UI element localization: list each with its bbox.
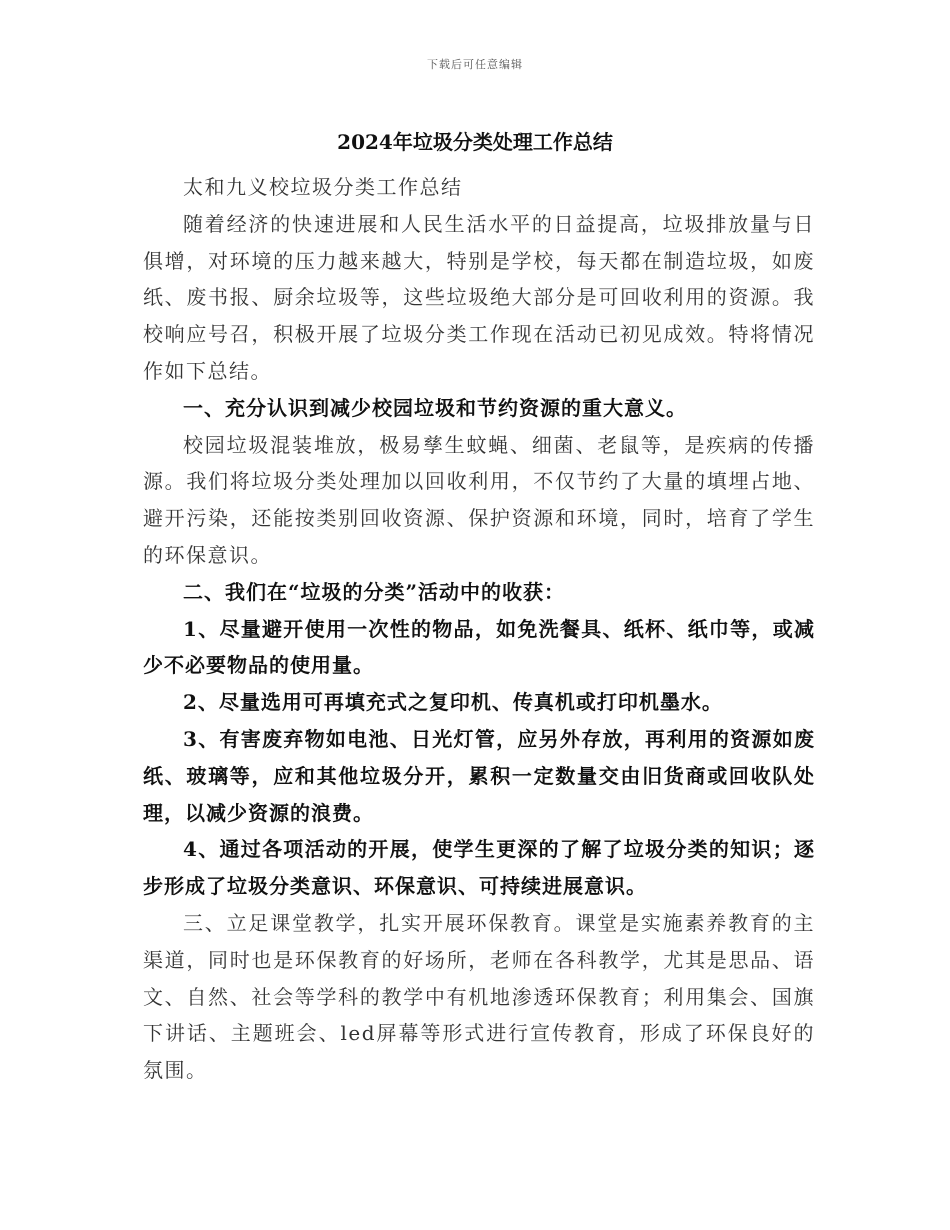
paragraph-section-3: 三、立足课堂教学，扎实开展环保教育。课堂是实施素养教育的主渠道，同时也是环保教育的好场所，老师在各科教学，尤其是思品、语文、自然、社会等学科的教学中有机地渗透环保教育；利用集会、国旗下讲话、主题班会、led屏幕等形式进行宣传教育，形成了环保良好的氛围。 — [143, 910, 815, 1083]
list-item-3: 3、有害废弃物如电池、日光灯管，应另外存放，再利用的资源如废纸、玻璃等，应和其他垃圾分开，累积一定数量交由旧货商或回收队处理，以减少资源的浪费。 — [143, 726, 815, 825]
document-title: 2024年垃圾分类处理工作总结 — [337, 130, 613, 154]
header-note: 下载后可任意编辑 — [427, 58, 523, 71]
section-heading-2: 二、我们在“垃圾的分类”活动中的收获： — [183, 579, 566, 604]
list-item-1: 1、尽量避开使用一次性的物品，如免洗餐具、纸杯、纸巾等，或减少不必要物品的使用量。 — [143, 616, 815, 678]
paragraph-intro: 随着经济的快速进展和人民生活水平的日益提高，垃圾排放量与日俱增，对环境的压力越来越大，特别是学校，每天都在制造垃圾，如废纸、废书报、厨余垃圾等，这些垃圾绝大部分是可回收利用的资源。我校响应号召，积极开展了垃圾分类工作现在活动已初见成效。特将情况作如下总结。 — [143, 211, 815, 383]
document-body — [143, 169, 815, 1089]
list-item-2: 2、尽量选用可再填充式之复印机、传真机或打印机墨水。 — [183, 690, 723, 715]
paragraph-section-1: 校园垃圾混装堆放，极易孳生蚊蝇、细菌、老鼠等，是疾病的传播源。我们将垃圾分类处理加以回收利用，不仅节约了大量的填埋占地、避开污染，还能按类别回收资源、保护资源和环境，同时，培育了学生的环保意识。 — [143, 432, 815, 567]
paragraph-subtitle: 太和九义校垃圾分类工作总结 — [183, 175, 463, 199]
section-heading-1: 一、充分认识到减少校园垃圾和节约资源的重大意义。 — [183, 395, 687, 420]
list-item-4: 4、通过各项活动的开展，使学生更深的了解了垃圾分类的知识；逐步形成了垃圾分类意识、环保意识、可持续进展意识。 — [143, 837, 815, 899]
